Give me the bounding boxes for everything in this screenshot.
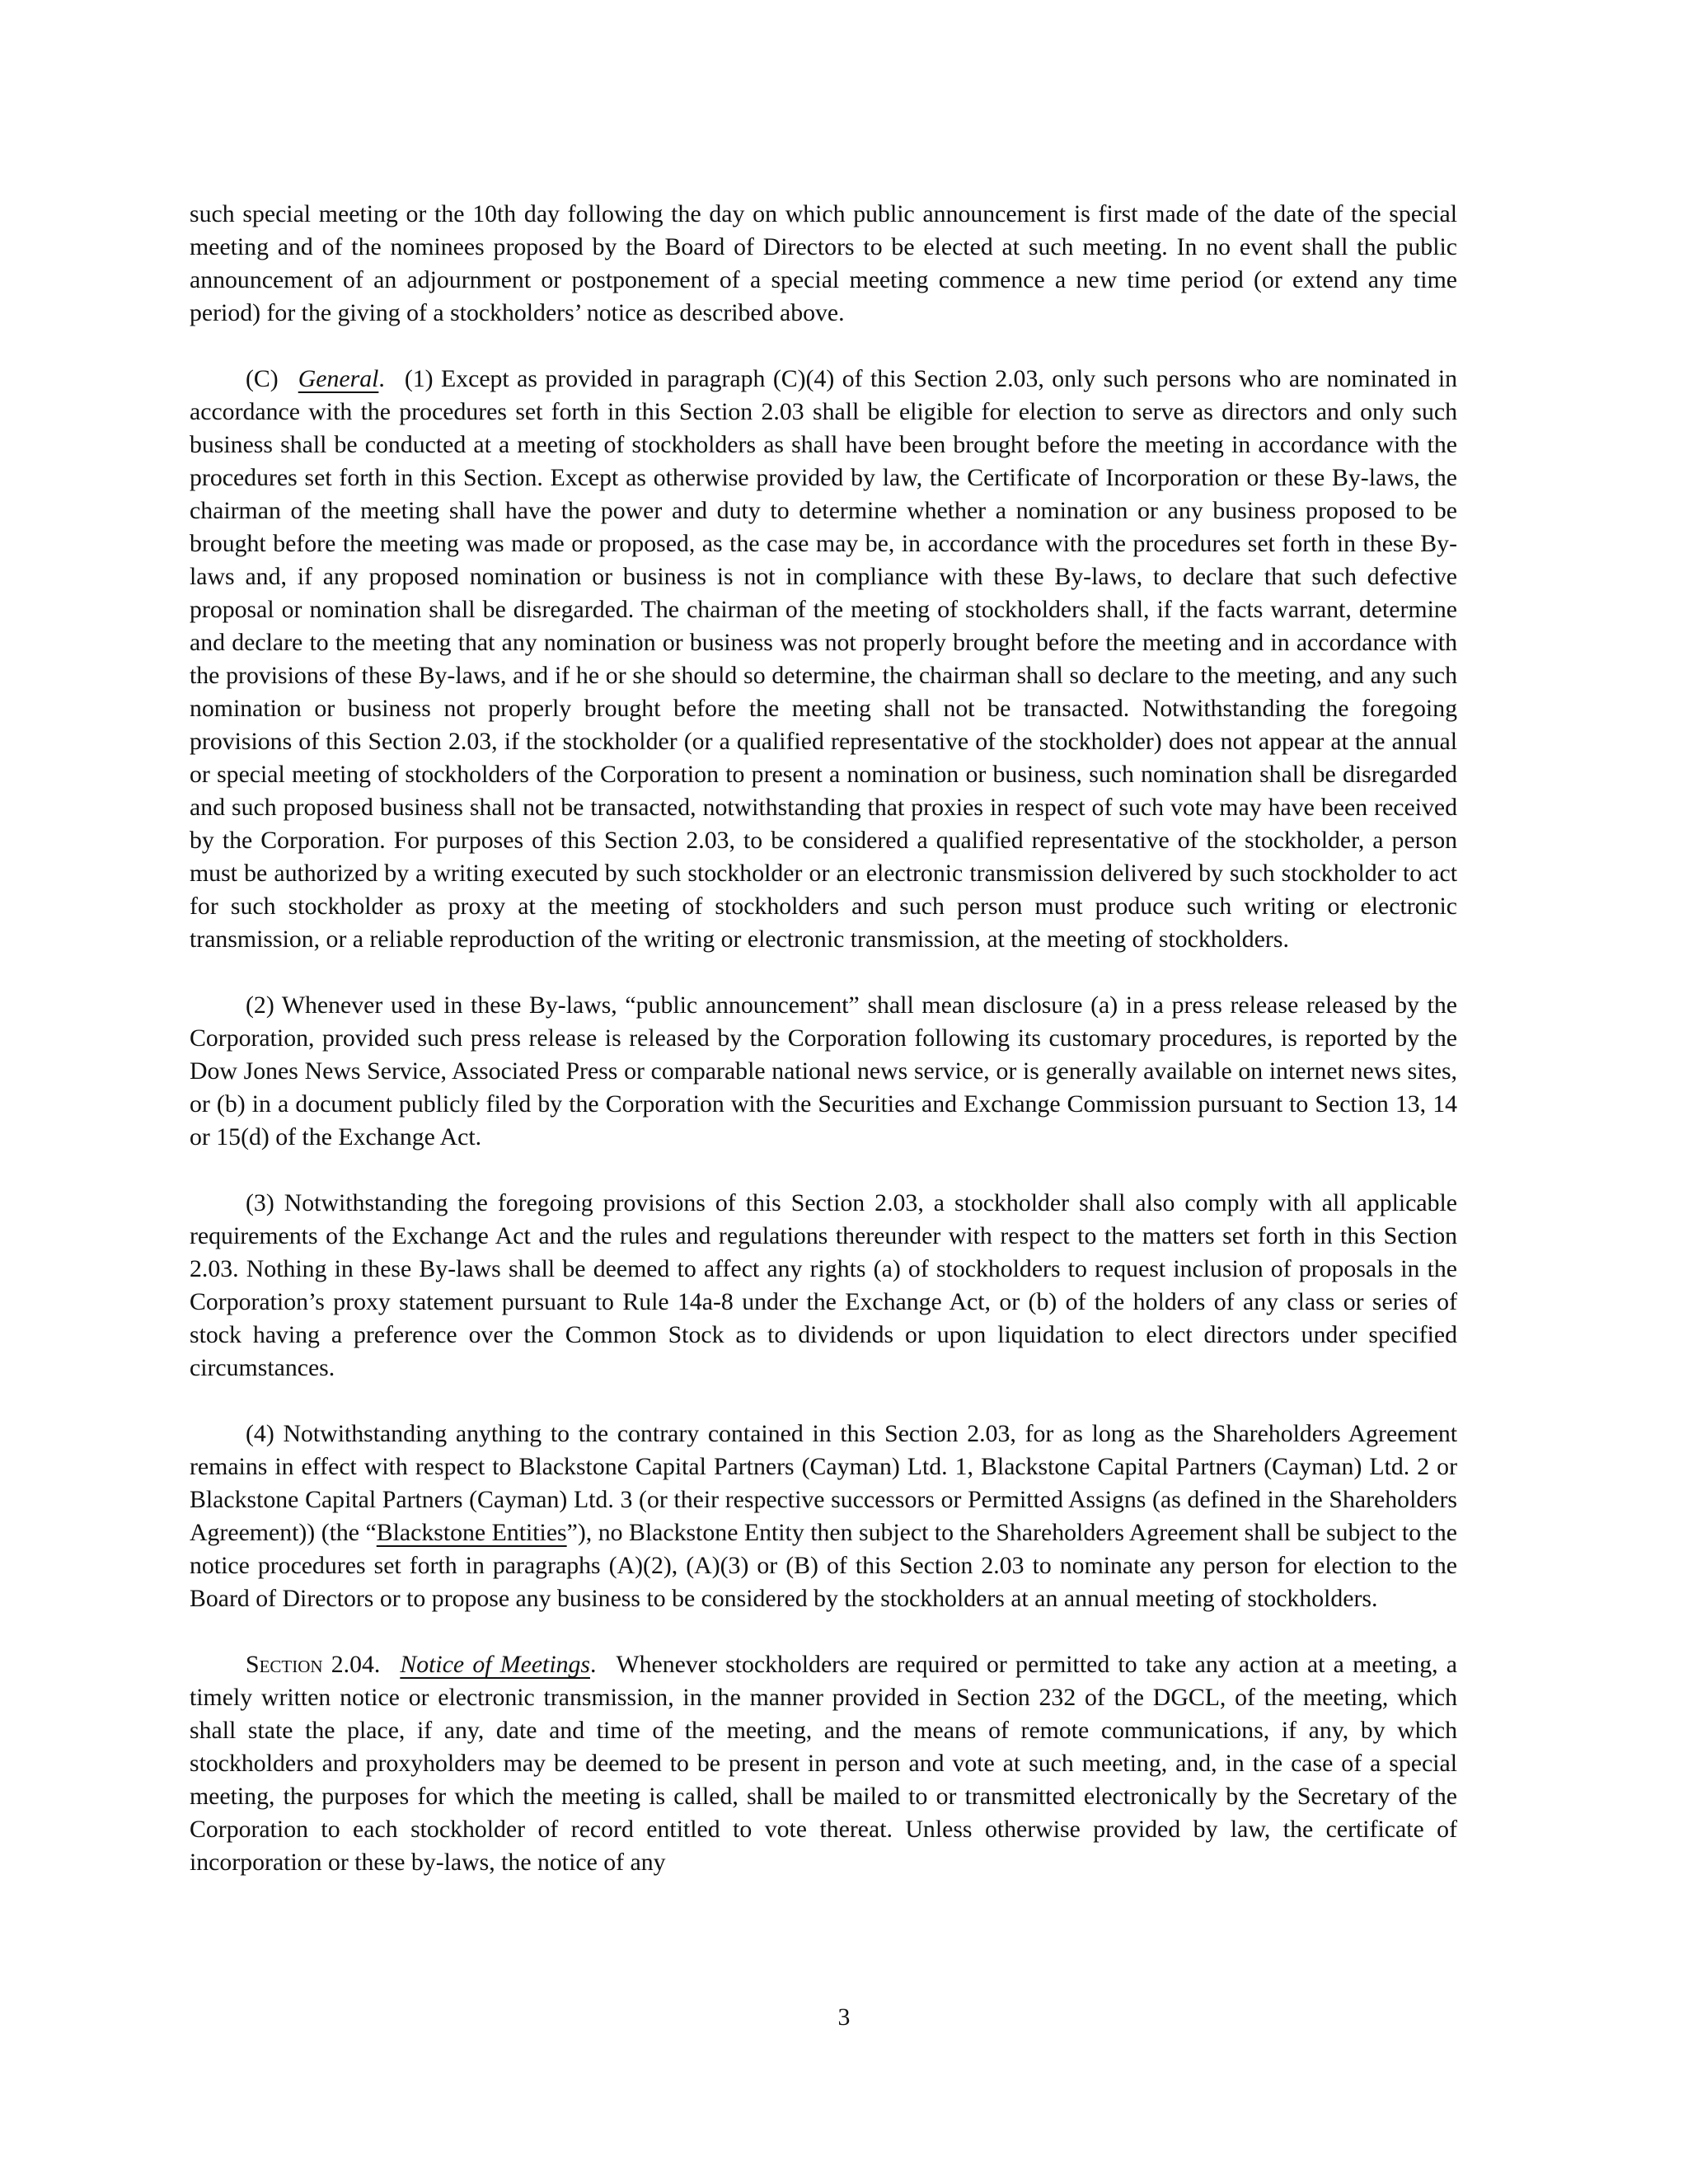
section-heading-notice-of-meetings: Notice of Meetings xyxy=(400,1651,590,1678)
section-label: Section 2.04. xyxy=(246,1651,381,1678)
heading-punct: . xyxy=(378,365,385,392)
paragraph-text: ”), no Blackstone Entity then subject to the Shareholders Agreement shall be subject to the notice procedures set forth in paragraphs (A)(2), (A)(3) or (B) of this Section 2.03 to nominate any person for election to the Board of Directors or to propose any business to be considered by the stockholders at an annual meeting of stockholders. xyxy=(190,1519,1457,1612)
paragraph-continuation xyxy=(190,198,1457,330)
paragraph-text: (3) Notwithstanding the foregoing provisions of this Section 2.03, a stockholder shall also comply with all applicable requirements of the Exchange Act and the rules and regulations thereunder with respect to the matters set forth in this Section 2.03. Nothing in these By-laws shall be deemed to affect any rights (a) of stockholders to request inclusion of proposals in the Corporation’s proxy statement pursuant to Rule 14a-8 under the Exchange Act, or (b) of the holders of any class or series of stock having a preference over the Common Stock as to dividends or upon liquidation to elect directors under specified circumstances. xyxy=(190,1189,1457,1381)
paragraph-text: (1) Except as provided in paragraph (C)(4) of this Section 2.03, only such persons who are nominated in accordance with the procedures set forth in this Section 2.03 shall be eligible for election to serve as directors and only such business shall be conducted at a meeting of stockholders as shall have been brought before the meeting in accordance with the procedures set forth in this Section. Except as otherwise provided by law, the Certificate of Incorporation or these By-laws, the chairman of the meeting shall have the power and duty to determine whether a nomination or any business proposed to be brought before the meeting was made or proposed, as the case may be, in accordance with the procedures set forth in these By-laws and, if any proposed nomination or business is not in compliance with these By-laws, to declare that such defective proposal or nomination shall be disregarded. The chairman of the meeting of stockholders shall, if the facts warrant, determine and declare to the meeting that any nomination or business was not properly brought before the meeting and in accordance with the provisions of these By-laws, and if he or she should so determine, the chairman shall so declare to the meeting, and any such nomination or business not properly brought before the meeting shall not be transacted. Notwithstanding the foregoing provisions of this Section 2.03, if the stockholder (or a qualified representative of the stockholder) does not appear at the annual or special meeting of stockholders of the Corporation to present a nomination or business, such nomination shall be disregarded and such proposed business shall not be transacted, notwithstanding that proxies in respect of such vote may have been received by the Corporation. For purposes of this Section 2.03, to be considered a qualified representative of the stockholder, a person must be authorized by a writing executed by such stockholder or an electronic transmission delivered by such stockholder to act for such stockholder as proxy at the meeting of stockholders and such person must produce such writing or electronic transmission, or a reliable reproduction of the writing or electronic transmission, at the meeting of stockholders. xyxy=(190,365,1457,953)
section-heading-general: General xyxy=(298,365,379,392)
paragraph-4 xyxy=(190,1418,1457,1615)
section-2-04 xyxy=(190,1648,1457,1879)
paragraph-text: Whenever stockholders are required or permitted to take any action at a meeting, a timely written notice or electronic transmission, in the manner provided in Section 232 of the DGCL, of the meeting, which shall state the place, if any, date and time of the meeting, and the means of remote communications, if any, by which stockholders and proxyholders may be deemed to be present in person and vote at such meeting, and, in the case of a special meeting, the purposes for which the meeting is called, shall be mailed to or transmitted electronically by the Secretary of the Corporation to each stockholder of record entitled to vote thereat. Unless otherwise provided by law, the certificate of incorporation or these by-laws, the notice of any xyxy=(190,1651,1457,1876)
paragraph-text: such special meeting or the 10th day following the day on which public announcement is first made of the date of the special meeting and of the nominees proposed by the Board of Directors to be elected at such meeting. In no event shall the public announcement of an adjournment or postponement of a special meeting commence a new time period (or extend any time period) for the giving of a stockholders’ notice as described above. xyxy=(190,200,1457,326)
paragraph-2 xyxy=(190,989,1457,1154)
paragraph-text: (4) Notwithstanding anything to the contrary contained in this Section 2.03, for as long as the Shareholders Agreement remains in effect with respect to Blackstone Capital Partners (Cayman) Ltd. 1, Blackstone Capital Partners (Cayman) Ltd. 2 or Blackstone Capital Partners (Cayman) Ltd. 3 (or their respective successors or Permitted Assigns (as defined in the Shareholders Agreement)) (the “ xyxy=(190,1420,1457,1546)
paragraph-c-general xyxy=(190,363,1457,956)
paragraph-text: (2) Whenever used in these By-laws, “public announcement” shall mean disclosure (a) in a press release released by the Corporation, provided such press release is released by the Corporation following its customary procedures, is reported by the Dow Jones News Service, Associated Press or comparable national news service, or is generally available on internet news sites, or (b) in a document publicly filed by the Corporation with the Securities and Exchange Commission pursuant to Section 13, 14 or 15(d) of the Exchange Act. xyxy=(190,991,1457,1151)
page-number: 3 xyxy=(837,2004,851,2031)
document-page xyxy=(190,198,1457,1912)
paragraph-label: (C) xyxy=(246,365,279,392)
paragraph-3 xyxy=(190,1187,1457,1385)
heading-punct: . xyxy=(590,1651,597,1678)
defined-term-blackstone-entities: Blackstone Entities xyxy=(376,1519,567,1546)
